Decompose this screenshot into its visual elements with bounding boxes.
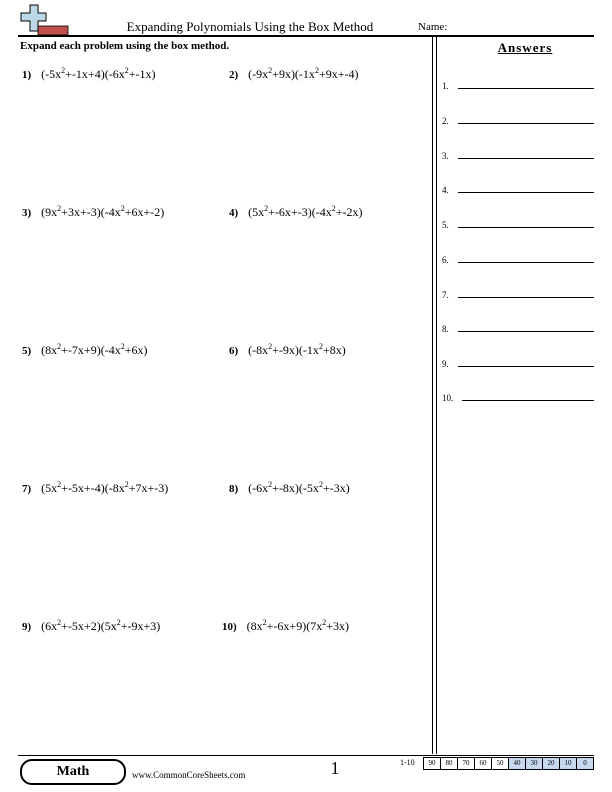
header-divider — [18, 35, 594, 37]
answer-line-1[interactable]: 1. — [442, 77, 594, 91]
answer-line-10[interactable]: 10. — [442, 389, 594, 403]
answer-line-6[interactable]: 6. — [442, 251, 594, 265]
score-range-label: 1-10 — [400, 758, 415, 767]
answer-line-5[interactable]: 5. — [442, 216, 594, 230]
score-cell: 90 — [423, 757, 441, 770]
score-cell: 40 — [508, 757, 526, 770]
column-divider — [432, 36, 433, 754]
name-label: Name: — [418, 21, 448, 33]
score-cell: 0 — [576, 757, 594, 770]
problem-2: 2) $(-9x^2+9x)(-1x^2+9x+-4)$ — [229, 66, 359, 81]
math-badge: Math — [20, 759, 126, 785]
score-cell: 20 — [542, 757, 560, 770]
answer-line-7[interactable]: 7. — [442, 286, 594, 300]
instructions: Expand each problem using the box method. — [20, 40, 230, 52]
problem-5: 5) $(8x^2+-7x+9)(-4x^2+6x)$ — [22, 342, 148, 357]
answer-line-2[interactable]: 2. — [442, 112, 594, 126]
answer-line-4[interactable]: 4. — [442, 181, 594, 195]
plus-logo-icon — [18, 4, 70, 36]
problem-8: 8) $(-6x^2+-8x)(-5x^2+-3x)$ — [229, 480, 350, 495]
score-cell: 10 — [559, 757, 577, 770]
column-divider — [436, 36, 437, 754]
footer-url: www.CommonCoreSheets.com — [132, 770, 246, 780]
problem-3: 3) $(9x^2+3x+-3)(-4x^2+6x+-2)$ — [22, 204, 165, 219]
problem-10: 10) $(8x^2+-6x+9)(7x^2+3x)$ — [222, 618, 349, 633]
score-table — [424, 757, 594, 770]
score-cell: 70 — [457, 757, 475, 770]
answer-line-8[interactable]: 8. — [442, 320, 594, 334]
score-cell: 80 — [440, 757, 458, 770]
score-cell: 60 — [474, 757, 492, 770]
problem-6: 6) $(-8x^2+-9x)(-1x^2+8x)$ — [229, 342, 346, 357]
problem-9: 9) $(6x^2+-5x+2)(5x^2+-9x+3)$ — [22, 618, 161, 633]
problem-1: 1) $(-5x^2+-1x+4)(-6x^2+-1x)$ — [22, 66, 156, 81]
answer-line-3[interactable]: 3. — [442, 147, 594, 161]
score-cell: 30 — [525, 757, 543, 770]
problem-4: 4) $(5x^2+-6x+-3)(-4x^2+-2x)$ — [229, 204, 363, 219]
answer-line-9[interactable]: 9. — [442, 355, 594, 369]
page-number: 1 — [330, 758, 340, 778]
page-title: Expanding Polynomials Using the Box Method — [126, 19, 374, 34]
score-cell: 50 — [491, 757, 509, 770]
answers-heading: Answers — [497, 40, 553, 55]
problem-7: 7) $(5x^2+-5x+-4)(-8x^2+7x+-3)$ — [22, 480, 169, 495]
footer-divider — [18, 755, 594, 756]
